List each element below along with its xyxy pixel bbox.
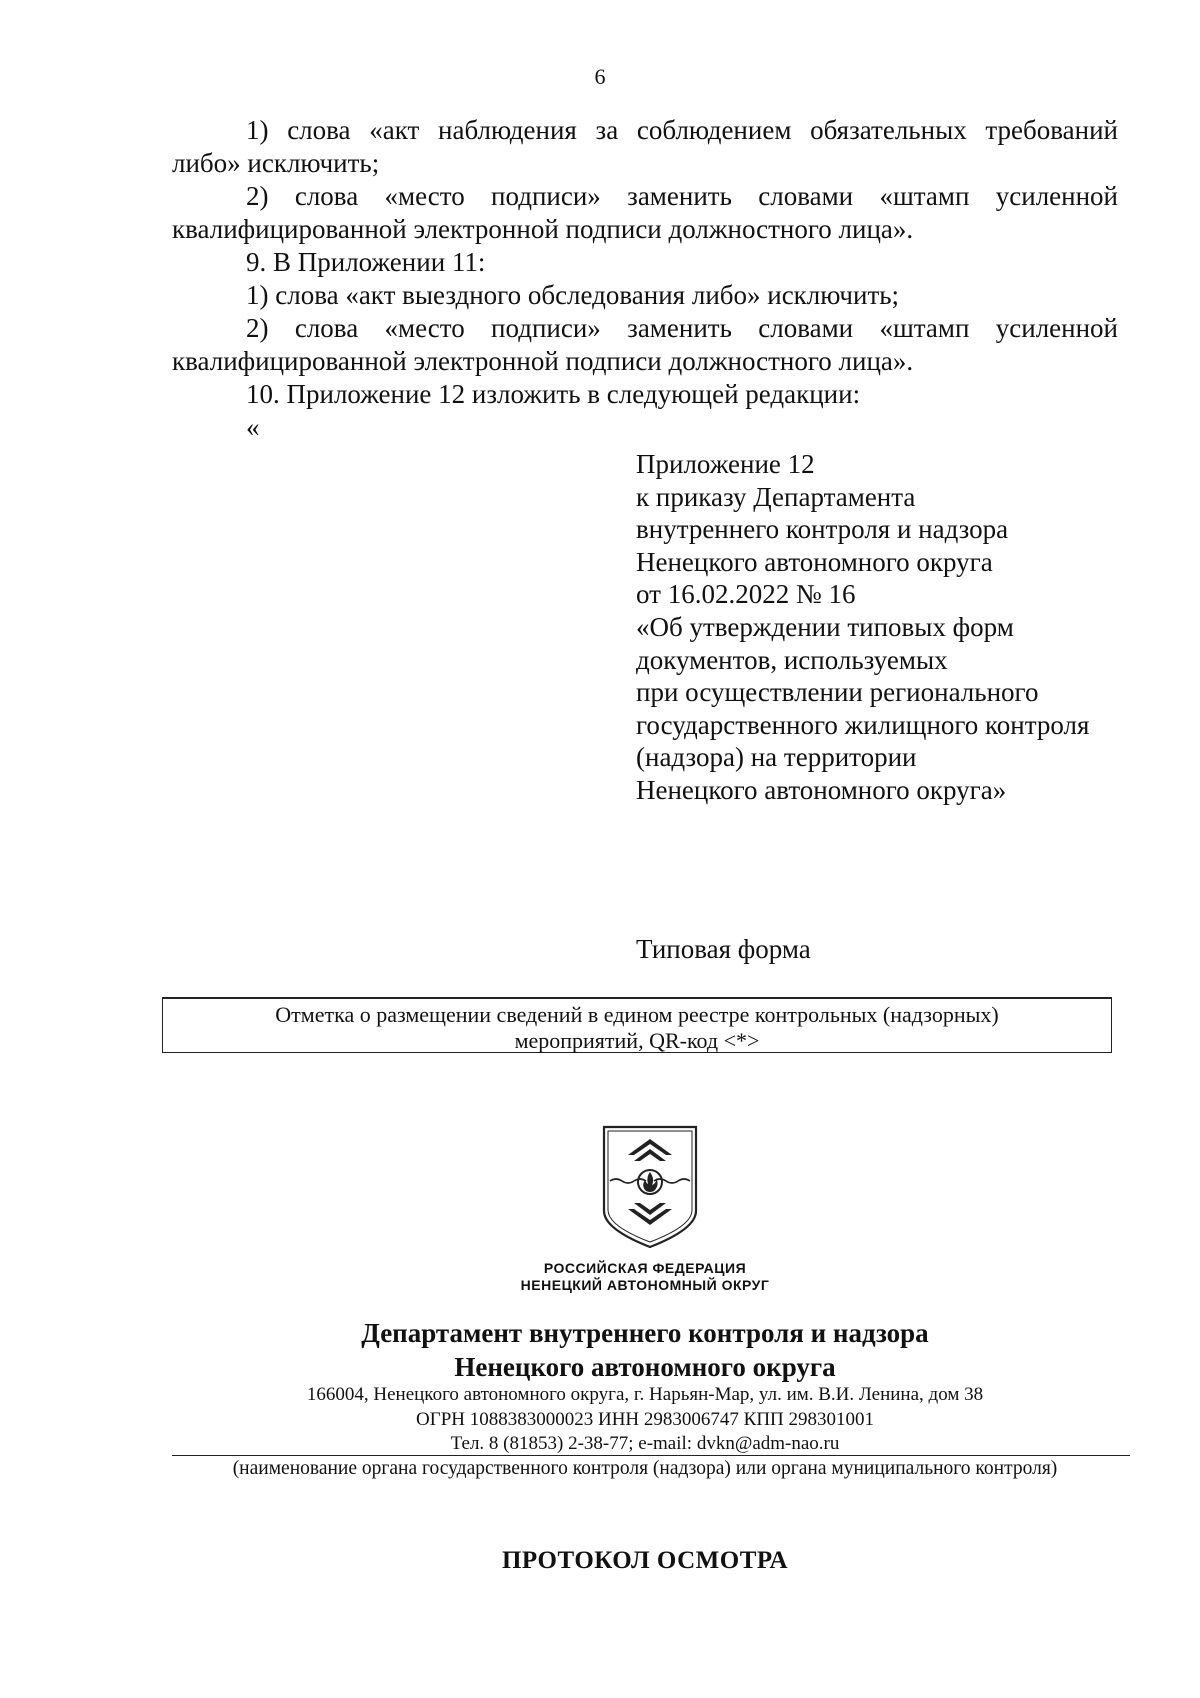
letterhead-dept-line-1: Департамент внутреннего контроля и надзора	[361, 1318, 929, 1348]
coat-of-arms-icon	[602, 1125, 698, 1249]
paragraph-6: 10. Приложение 12 изложить в следующей редакции:	[246, 379, 861, 409]
annex-line: к приказу Департамента	[636, 481, 916, 512]
paragraph-2	[172, 180, 1118, 246]
paragraph-5	[172, 312, 1118, 378]
letterhead-address: 166004, Ненецкого автономного округа, г. Нарьян-Мар, ул. им. В.И. Ленина, дом 38	[306, 1384, 984, 1405]
paragraph-4: 1) слова «акт выездного обследования либо» исключить;	[246, 280, 900, 310]
letterhead-ids: ОГРН 1088383000023 ИНН 2983006747 КПП 298301001	[415, 1409, 875, 1430]
annex-line: от 16.02.2022 № 16	[636, 579, 856, 610]
annex-line: при осуществлении регионального	[636, 677, 1039, 708]
letterhead-divider	[172, 1455, 1130, 1456]
paragraph-2-line-2: квалифицированной электронной подписи должностного лица».	[172, 214, 914, 244]
letterhead-caption: (наименование органа государственного контроля (надзора) или органа муниципального контроля)	[232, 1458, 1058, 1479]
annex-line: Ненецкого автономного округа»	[636, 774, 1007, 805]
page-number: 6	[594, 64, 606, 89]
annex-header	[636, 448, 1156, 807]
form-type-label: Типовая форма	[636, 934, 811, 964]
letterhead-country: РОССИЙСКАЯ ФЕДЕРАЦИЯ	[543, 1260, 747, 1276]
annex-line: «Об утверждении типовых форм	[636, 611, 1014, 642]
letterhead-contacts: Тел. 8 (81853) 2-38-77; e-mail: dvkn@adm-nao.ru	[450, 1433, 840, 1454]
annex-line: государственного жилищного контроля	[636, 709, 1090, 740]
paragraph-5-line-1: 2) слова «место подписи» заменить словами «штамп усиленной	[246, 313, 1118, 343]
qr-box-line-2: мероприятий, QR-код <*>	[514, 1028, 760, 1053]
document-title: ПРОТОКОЛ ОСМОТРА	[501, 1547, 789, 1574]
paragraph-5-line-2: квалифицированной электронной подписи должностного лица».	[172, 346, 914, 376]
letterhead-dept-line-2: Ненецкого автономного округа	[454, 1352, 836, 1382]
paragraph-1-line-2: либо» исключить;	[172, 148, 380, 178]
annex-line: (надзора) на территории	[636, 742, 917, 773]
paragraph-3: 9. В Приложении 11:	[246, 247, 486, 277]
letterhead-region: НЕНЕЦКИЙ АВТОНОМНЫЙ ОКРУГ	[520, 1277, 770, 1293]
paragraph-2-line-1: 2) слова «место подписи» заменить словами «штамп усиленной	[246, 181, 1118, 211]
annex-line: документов, используемых	[636, 644, 948, 675]
paragraph-1-line-1: 1) слова «акт наблюдения за соблюдением обязательных требований	[246, 115, 1118, 145]
paragraph-1	[172, 114, 1118, 180]
qr-registry-box	[162, 997, 1112, 1053]
opening-quote: «	[246, 412, 260, 442]
annex-line: Ненецкого автономного округа	[636, 546, 993, 577]
annex-line: Приложение 12	[636, 449, 815, 479]
annex-line: внутреннего контроля и надзора	[636, 514, 1009, 545]
qr-box-line-1: Отметка о размещении сведений в едином реестре контрольных (надзорных)	[275, 1002, 999, 1027]
